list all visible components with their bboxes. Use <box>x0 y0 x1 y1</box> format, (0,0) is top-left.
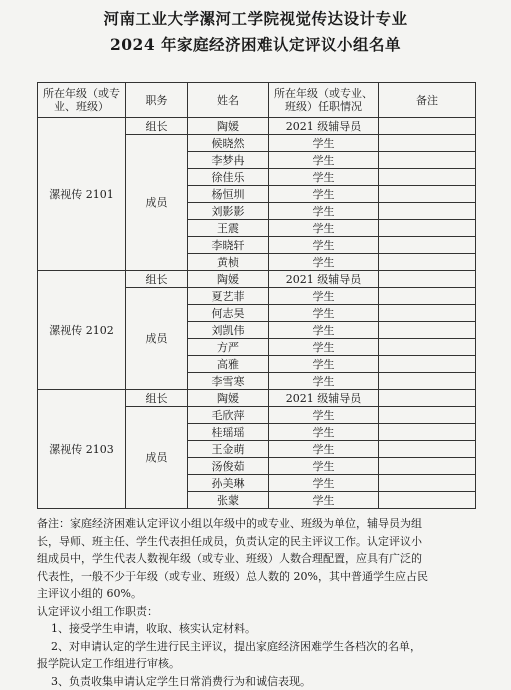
name-cell: 李雪寒 <box>188 373 269 390</box>
note-cell <box>379 254 476 271</box>
name-cell: 杨恒圳 <box>188 186 269 203</box>
name-cell: 刘凯伟 <box>188 322 269 339</box>
header-class: 所在年级（或专业、班级） <box>38 83 126 118</box>
role-cell: 成员 <box>126 135 188 271</box>
job-cell: 学生 <box>269 135 379 152</box>
job-cell: 学生 <box>269 322 379 339</box>
note-cell <box>379 220 476 237</box>
note-cell <box>379 288 476 305</box>
name-cell: 何志昊 <box>188 305 269 322</box>
job-cell: 学生 <box>269 169 379 186</box>
job-cell: 学生 <box>269 237 379 254</box>
table-row <box>38 271 476 288</box>
table-row <box>38 390 476 407</box>
class-cell: 漯视传 2103 <box>38 390 126 509</box>
note-cell <box>379 305 476 322</box>
note-cell <box>379 203 476 220</box>
header-note: 备注 <box>379 83 476 118</box>
note-cell <box>379 152 476 169</box>
job-cell: 学生 <box>269 186 379 203</box>
job-cell: 2021 级辅导员 <box>269 118 379 135</box>
note-cell <box>379 135 476 152</box>
duties-list <box>37 620 477 690</box>
role-cell: 组长 <box>126 118 188 135</box>
name-cell: 方严 <box>188 339 269 356</box>
name-cell: 刘影影 <box>188 203 269 220</box>
role-cell: 成员 <box>126 407 188 509</box>
table-row <box>38 118 476 135</box>
name-cell: 陶媛 <box>188 390 269 407</box>
committee-table <box>37 82 476 509</box>
job-cell: 2021 级辅导员 <box>269 271 379 288</box>
job-cell: 学生 <box>269 339 379 356</box>
table-body <box>38 118 476 509</box>
remark-line: 组成员中，学生代表人数视年级（或专业、班级）人数合理配置，应具有广泛的 <box>37 550 477 568</box>
note-cell <box>379 118 476 135</box>
name-cell: 高雅 <box>188 356 269 373</box>
note-cell <box>379 441 476 458</box>
note-cell <box>379 237 476 254</box>
name-cell: 黄桢 <box>188 254 269 271</box>
name-cell: 王金萌 <box>188 441 269 458</box>
remark-line: 备注：家庭经济困难认定评议小组以年级中的或专业、班级为单位，辅导员为组 <box>37 515 477 533</box>
job-cell: 学生 <box>269 305 379 322</box>
name-cell: 徐佳乐 <box>188 169 269 186</box>
job-cell: 学生 <box>269 407 379 424</box>
job-cell: 学生 <box>269 458 379 475</box>
note-cell <box>379 339 476 356</box>
document-subtitle: 2024 年家庭经济困难认定评议小组名单 <box>0 33 511 55</box>
job-cell: 学生 <box>269 203 379 220</box>
notes-section <box>37 515 477 690</box>
job-cell: 学生 <box>269 152 379 169</box>
duty-line: 报学院认定工作组进行审核。 <box>37 655 477 673</box>
note-cell <box>379 390 476 407</box>
job-cell: 学生 <box>269 424 379 441</box>
name-cell: 候晓然 <box>188 135 269 152</box>
note-cell <box>379 169 476 186</box>
name-cell: 张蒙 <box>188 492 269 509</box>
name-cell: 毛欣萍 <box>188 407 269 424</box>
note-cell <box>379 186 476 203</box>
name-cell: 王震 <box>188 220 269 237</box>
job-cell: 学生 <box>269 220 379 237</box>
note-cell <box>379 424 476 441</box>
note-cell <box>379 458 476 475</box>
class-cell: 漯视传 2101 <box>38 118 126 271</box>
note-cell <box>379 356 476 373</box>
note-cell <box>379 475 476 492</box>
table-header-row <box>38 83 476 118</box>
role-cell: 组长 <box>126 271 188 288</box>
duty-line: 2、对申请认定的学生进行民主评议，提出家庭经济困难学生各档次的名单， <box>37 638 477 656</box>
note-cell <box>379 492 476 509</box>
duty-line: 1、接受学生申请，收取、核实认定材料。 <box>37 620 477 638</box>
job-cell: 学生 <box>269 492 379 509</box>
job-cell: 学生 <box>269 356 379 373</box>
job-cell: 学生 <box>269 475 379 492</box>
job-cell: 学生 <box>269 441 379 458</box>
name-cell: 夏艺菲 <box>188 288 269 305</box>
name-cell: 李梦冉 <box>188 152 269 169</box>
job-cell: 2021 级辅导员 <box>269 390 379 407</box>
name-cell: 孙美琳 <box>188 475 269 492</box>
duties-title: 认定评议小组工作职责： <box>37 603 477 621</box>
header-role: 职务 <box>126 83 188 118</box>
name-cell: 陶媛 <box>188 271 269 288</box>
note-cell <box>379 271 476 288</box>
job-cell: 学生 <box>269 373 379 390</box>
job-cell: 学生 <box>269 288 379 305</box>
name-cell: 陶媛 <box>188 118 269 135</box>
name-cell: 李晓轩 <box>188 237 269 254</box>
remark-line: 长，导师、班主任、学生代表担任成员，负责认定的民主评议工作。认定评议小 <box>37 533 477 551</box>
note-cell <box>379 322 476 339</box>
name-cell: 桂瑶瑶 <box>188 424 269 441</box>
remark-line: 代表性，一般不少于年级（或专业、班级）总人数的 20%，其中普通学生应占民 <box>37 568 477 586</box>
note-cell <box>379 373 476 390</box>
job-cell: 学生 <box>269 254 379 271</box>
note-cell <box>379 407 476 424</box>
name-cell: 汤俊茹 <box>188 458 269 475</box>
header-job: 所在年级（或专业、班级）任职情况 <box>269 83 379 118</box>
role-cell: 成员 <box>126 288 188 390</box>
document-title: 河南工业大学漯河工学院视觉传达设计专业 <box>0 7 511 29</box>
header-name: 姓名 <box>188 83 269 118</box>
duty-line: 3、负责收集申请认定学生日常消费行为和诚信表现。 <box>37 673 477 690</box>
remark-line: 主评议小组的 60%。 <box>37 585 477 603</box>
remark-paragraph <box>37 515 477 603</box>
class-cell: 漯视传 2102 <box>38 271 126 390</box>
role-cell: 组长 <box>126 390 188 407</box>
